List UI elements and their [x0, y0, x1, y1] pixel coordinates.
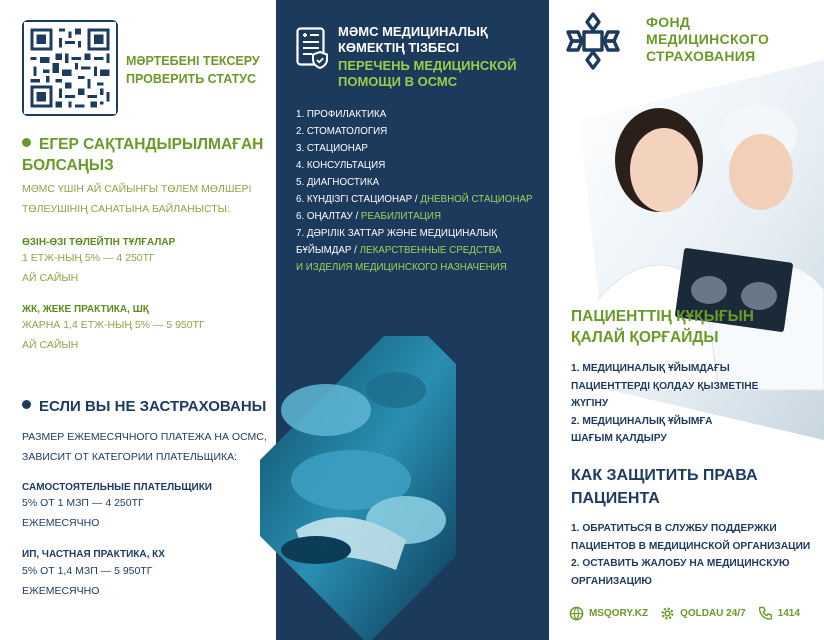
middle-title-ru: ПЕРЕЧЕНЬ МЕДИЦИНСКОЙ ПОМОЩИ В ОСМС	[338, 58, 517, 89]
phone-link[interactable]: 1414	[758, 606, 800, 621]
left-panel	[0, 0, 276, 640]
list-item: 2. СТОМАТОЛОГИЯ	[296, 126, 388, 137]
globe-icon	[569, 606, 584, 621]
kz-category-2-text: ЖАРНА 1,4 ЕТЖ-НЫҢ 5% — 5 950ТГ АЙ САЙЫН	[22, 319, 205, 351]
ru-category-2-text: 5% ОТ 1,4 МЗП — 5 950ТГ ЕЖЕМЕСЯЧНО	[22, 565, 153, 597]
kz-category-2-title: ЖК, ЖЕКЕ ПРАКТИКА, ШҚ	[22, 304, 149, 315]
fund-logo-icon	[560, 8, 626, 74]
contact-footer	[569, 603, 800, 623]
ru-category-1-text: 5% ОТ 1 МЗП — 4 250ТГ ЕЖЕМЕСЯЧНО	[22, 497, 144, 529]
kz-not-insured-heading: ЕГЕР САҚТАНДЫРЫЛМАҒАН БОЛСАҢЫЗ	[22, 136, 264, 174]
kz-patient-rights-heading: ПАЦИЕНТТІҢ ҚҰҚЫҒЫН ҚАЛАЙ ҚОРҒАЙДЫ	[571, 308, 754, 346]
ru-category-2-title: ИП, ЧАСТНАЯ ПРАКТИКА, КХ	[22, 549, 165, 560]
support-link[interactable]: QOLDAU 24/7	[660, 606, 746, 621]
list-item: 6. КҮНДІЗГІ СТАЦИОНАР / ДНЕВНОЙ СТАЦИОНАР	[296, 194, 533, 205]
kz-category-1-title: ӨЗІН-ӨЗІ ТӨЛЕЙТІН ТҰЛҒАЛАР	[22, 237, 176, 248]
list-item: 1. ПРОФИЛАКТИКА	[296, 109, 387, 120]
middle-title-kz: МӘМС МЕДИЦИНАЛЫҚ КӨМЕКТІҢ ТІЗБЕСІ	[338, 24, 488, 55]
kz-intro-text: МӘМС ҮШІН АЙ САЙЫНҒЫ ТӨЛЕМ МӨЛШЕРІ ТӨЛЕУШІНІҢ САНАТЫНА БАЙЛАНЫСТЫ:	[22, 183, 252, 215]
fund-name: ФОНД МЕДИЦИНСКОГО СТРАХОВАНИЯ	[646, 14, 770, 64]
qr-label: МӘРТЕБЕНІ ТЕКСЕРУ ПРОВЕРИТЬ СТАТУС	[126, 54, 260, 86]
ru-patient-rights-heading: КАК ЗАЩИТИТЬ ПРАВА ПАЦИЕНТА	[571, 467, 758, 507]
list-item: 5. ДИАГНОСТИКА	[296, 177, 380, 188]
list-item: 3. СТАЦИОНАР	[296, 143, 368, 154]
right-panel	[549, 0, 824, 640]
kz-patient-rights-list: 1. МЕДИЦИНАЛЫҚ ҰЙЫМДАҒЫ ПАЦИЕНТТЕРДІ ҚОЛДАУ ҚЫЗМЕТІНЕ ЖҮГІНУ 2. МЕДИЦИНАЛЫҚ ҰЙЫМҒА ШАҒЫМ ҚАЛДЫРУ	[571, 363, 759, 444]
medical-care-list	[296, 106, 546, 276]
list-item: 6. ОҢАЛТАУ / РЕАБИЛИТАЦИЯ	[296, 211, 442, 222]
bullet-dot	[22, 400, 31, 409]
qr-code[interactable]	[22, 20, 118, 116]
ru-intro-text: РАЗМЕР ЕЖЕМЕСЯЧНОГО ПЛАТЕЖА НА ОСМС, ЗАВИСИТ ОТ КАТЕГОРИИ ПЛАТЕЛЬЩИКА:	[22, 431, 267, 463]
bullet-dot	[22, 138, 31, 147]
ru-patient-rights-list: 1. ОБРАТИТЬСЯ В СЛУЖБУ ПОДДЕРЖКИ ПАЦИЕНТОВ В МЕДИЦИНСКОЙ ОРГАНИЗАЦИИ 2. ОСТАВИТЬ ЖАЛОБУ НА МЕДИЦИНСКУЮ ОРГАНИЗАЦИЮ	[571, 523, 811, 587]
gear-icon	[660, 606, 675, 621]
ru-not-insured-heading: ЕСЛИ ВЫ НЕ ЗАСТРАХОВАНЫ	[22, 398, 266, 415]
phone-icon	[758, 606, 773, 621]
list-item: 7. ДӘРІЛІК ЗАТТАР ЖӘНЕ МЕДИЦИНАЛЫҚ БҰЙЫМДАР / ЛЕКАРСТВЕННЫЕ СРЕДСТВА И ИЗДЕЛИЯ МЕДИЦИНСКОГО НАЗНАЧЕНИЯ	[296, 228, 507, 273]
qr-code-icon	[24, 22, 116, 114]
website-link[interactable]: MSQORY.KZ	[569, 606, 648, 621]
list-item: 4. КОНСУЛЬТАЦИЯ	[296, 160, 386, 171]
ru-category-1-title: САМОСТОЯТЕЛЬНЫЕ ПЛАТЕЛЬЩИКИ	[22, 482, 212, 493]
kz-category-1-text: 1 ЕТЖ-НЫҢ 5% — 4 250ТГ АЙ САЙЫН	[22, 252, 155, 284]
surgery-photo	[256, 300, 556, 640]
document-shield-icon	[296, 27, 330, 71]
